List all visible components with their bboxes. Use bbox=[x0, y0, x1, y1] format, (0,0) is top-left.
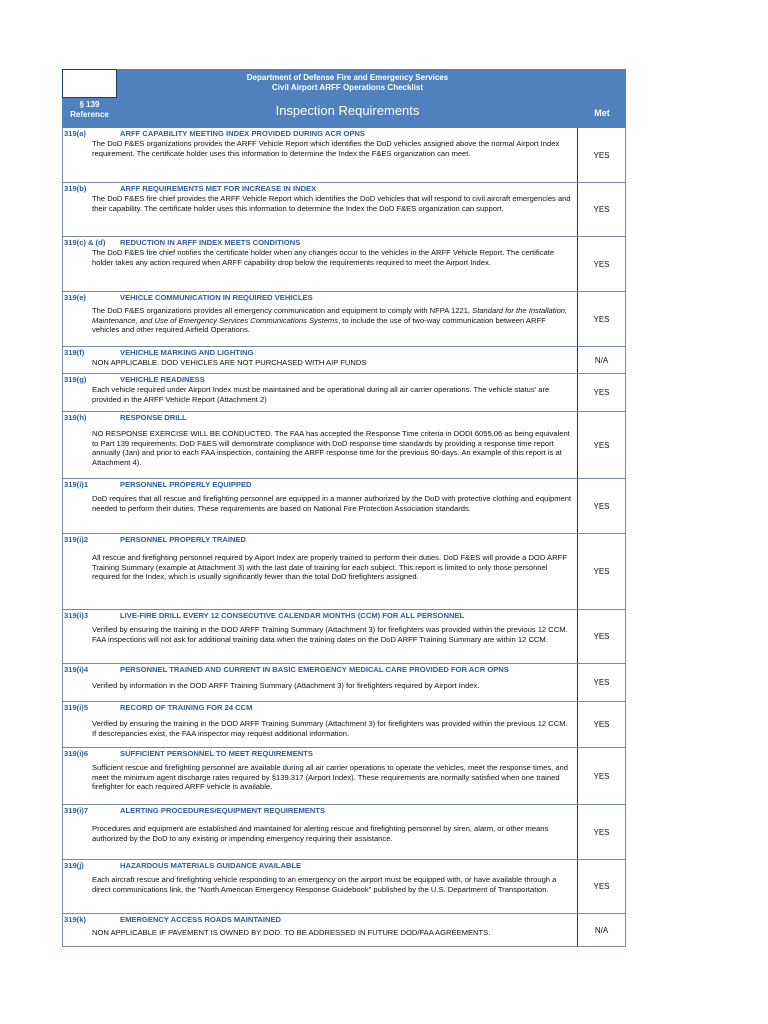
requirement-cell bbox=[63, 347, 577, 373]
table-row bbox=[62, 374, 626, 412]
row-description: Sufficient rescue and firefighting personnel are available during all air carrier operations to operate the vehicles, meet the response times, and meet the minimum agent discharge rates required by §139.317 (Airport Index). These requirements are normally satisfied when one trained firefighter for each required ARFF vehicle is available. bbox=[92, 763, 569, 792]
requirement-cell bbox=[63, 748, 577, 804]
requirement-cell bbox=[63, 374, 577, 411]
table-row bbox=[62, 610, 626, 664]
table-row bbox=[62, 183, 626, 237]
header-reference-column bbox=[62, 69, 117, 128]
met-status: YES bbox=[577, 183, 625, 236]
row-description: NON APPLICABLE IF PAVEMENT IS OWNED BY DOD. TO BE ADDRESSED IN FUTURE DOD/FAA AGREEMENTS. bbox=[92, 928, 491, 937]
row-reference: 319(i)6 bbox=[64, 749, 89, 758]
met-status: N/A bbox=[577, 347, 625, 373]
standard-title: Standard for the Installation, Maintenance, and Use of Emergency Services Communications Systems bbox=[92, 306, 568, 325]
met-header: Met bbox=[594, 107, 610, 118]
row-reference: 319(g) bbox=[64, 375, 87, 384]
reference-header-line1: § 139 bbox=[79, 100, 100, 109]
row-reference: 319(i)1 bbox=[64, 480, 89, 489]
row-description: NO RESPONSE EXERCISE WILL BE CONDUCTED. The FAA has accepted the Response Time criteria in DODI 6055.06 as being equivalent to Part 139 requirements. DoD F&ES will demonstrate compliance with DoD response time standards by providing a response time report annually (Jan) and prior to each FAA inspection, containing the ARFF response time for the previous 90-days. An example of this report is at Attachment 4). bbox=[92, 429, 570, 467]
header-title-column bbox=[117, 69, 578, 128]
met-status: YES bbox=[577, 479, 625, 533]
requirement-cell bbox=[63, 534, 577, 609]
row-title: SUFFICIENT PERSONNEL TO MEET REQUIREMENTS bbox=[120, 749, 313, 758]
row-title: RECORD OF TRAINING FOR 24 CCM bbox=[120, 703, 253, 712]
row-description: The DoD F&ES organizations provides the ARFF Vehicle Report which identifies the DoD vehicles assigned above the normal Airport Index requirement. The certificate holder uses this information to determine the Index the F&ES organization can meet. bbox=[92, 139, 560, 158]
table-row bbox=[62, 479, 626, 534]
row-reference: 319(h) bbox=[64, 413, 87, 422]
row-title: REDUCTION IN ARFF INDEX MEETS CONDITIONS bbox=[120, 238, 301, 247]
row-title: EMERGENCY ACCESS ROADS MAINTAINED bbox=[120, 915, 282, 924]
row-reference: 319(i)7 bbox=[64, 806, 89, 815]
row-description: Verified by information in the DOD ARFF Training Summary (Attachment 3) for firefighters required by Airport Index. bbox=[92, 681, 480, 690]
requirement-cell bbox=[63, 412, 577, 478]
row-reference: 319(j) bbox=[64, 861, 84, 870]
row-reference: 319(i)4 bbox=[64, 665, 89, 674]
table-row bbox=[62, 702, 626, 748]
row-title: ALERTING PROCEDURES/EQUIPMENT REQUIREMENTS bbox=[120, 806, 326, 815]
header-blank-box bbox=[62, 69, 117, 98]
row-title: RESPONSE DRILL bbox=[120, 413, 187, 422]
row-description: Each vehicle required under Airport Index must be maintained and be operational during all air carrier operations. The vehicle status' are provided in the ARFF Vehicle Report (Attachment 2) bbox=[92, 385, 550, 404]
section-title: Inspection Requirements bbox=[275, 103, 420, 118]
requirement-cell bbox=[63, 183, 577, 236]
met-status: YES bbox=[577, 610, 625, 663]
met-status: YES bbox=[577, 412, 625, 478]
table-row bbox=[62, 914, 626, 947]
row-description-start: The DoD F&ES organizations provides all emergency communication and equipment to comply with NFPA 1221, bbox=[92, 306, 473, 315]
row-reference: 319(f) bbox=[64, 348, 85, 357]
row-title: VEHICHLE MARKING AND LIGHTING bbox=[120, 348, 254, 357]
met-status: YES bbox=[577, 534, 625, 609]
row-description: NON APPLICABLE. DOD VEHICLES ARE NOT PURCHASED WITH AIP FUNDS bbox=[92, 358, 367, 367]
row-reference: 319(e) bbox=[64, 293, 86, 302]
requirement-cell bbox=[63, 702, 577, 747]
table-row bbox=[62, 805, 626, 860]
table-row bbox=[62, 237, 626, 292]
table-header bbox=[62, 69, 626, 128]
table-row bbox=[62, 128, 626, 183]
row-reference: 319(i)3 bbox=[64, 611, 89, 620]
table-row bbox=[62, 534, 626, 610]
row-description: The DoD F&ES fire chief notifies the certificate holder when any changes occur to the vehicles in the ARFF Vehicle Report. The certificate holder takes any action required when ARFF capability drop below the requirements required to meet the Airport Index. bbox=[92, 248, 555, 267]
row-reference: 319(c) & (d) bbox=[64, 238, 106, 247]
row-description: Procedures and equipment are established and maintained for alerting rescue and firefighting personnel by siren, alarm, or other means authorized by the DoD to any existing or impending emergency requiring their assistance. bbox=[92, 824, 549, 843]
row-reference: 319(b) bbox=[64, 184, 87, 193]
table-row bbox=[62, 347, 626, 374]
table-row bbox=[62, 412, 626, 479]
row-description: All rescue and firefighting personnel required by Aiport Index are properly trained to perform their duties. DoD F&ES will provide a DOD ARFF Training Summary (example at Attachment 3) with the last date of training for each subject. This report is limited to only those personnel required for the Index, which is usually significantly fewer than the total DoD firefighters assigned. bbox=[92, 553, 567, 582]
met-status: YES bbox=[577, 860, 625, 913]
met-status: YES bbox=[577, 128, 625, 182]
document-title-line2: Civil Airport ARFF Operations Checklist bbox=[272, 83, 423, 92]
requirement-cell bbox=[63, 860, 577, 913]
requirement-cell bbox=[63, 128, 577, 182]
row-title: PERSONNEL PROPERLY TRAINED bbox=[120, 535, 247, 544]
row-title: ARFF CAPABILITY MEETING INDEX PROVIDED DURING ACR OPNS bbox=[120, 129, 365, 138]
requirement-cell bbox=[63, 237, 577, 291]
requirement-cell bbox=[63, 610, 577, 663]
requirement-cell bbox=[63, 914, 577, 946]
requirement-cell bbox=[63, 805, 577, 859]
row-description bbox=[64, 303, 573, 335]
row-title: PERSONNEL PROPERLY EQUIPPED bbox=[120, 480, 252, 489]
checklist-table bbox=[62, 69, 626, 947]
document-title-line1: Department of Defense Fire and Emergency Services bbox=[246, 73, 449, 82]
met-status: YES bbox=[577, 374, 625, 411]
row-reference: 319(a) bbox=[64, 129, 86, 138]
requirement-cell bbox=[63, 479, 577, 533]
row-title: HAZARDOUS MATERIALS GUIDANCE AVAILABLE bbox=[120, 861, 302, 870]
reference-header-line2: Reference bbox=[70, 110, 109, 119]
met-status: YES bbox=[577, 237, 625, 291]
table-row bbox=[62, 292, 626, 347]
row-title: LIVE-FIRE DRILL EVERY 12 CONSECUTIVE CALENDAR MONTHS (CCM) FOR ALL PERSONNEL bbox=[120, 611, 465, 620]
row-description: Verified by ensuring the training in the DOD ARFF Training Summary (Attachment 3) for firefighters was provided within the previous 12 CCM. If descrepancies exist, the FAA inspector may request additional information. bbox=[92, 719, 568, 738]
row-reference: 319(i)5 bbox=[64, 703, 89, 712]
requirement-cell bbox=[63, 292, 577, 346]
row-title: ARFF REQUIREMENTS MET FOR INCREASE IN INDEX bbox=[120, 184, 317, 193]
requirement-cell bbox=[63, 664, 577, 701]
row-reference: 319(k) bbox=[64, 915, 86, 924]
table-row bbox=[62, 860, 626, 914]
row-description: Each aircraft rescue and firefighting vehicle responding to an emergency on the airport must be equipped with, or have available through a direct communications link, the "North American Emergency Response Guidebook" published by the U.S. Department of Transportation. bbox=[92, 875, 557, 894]
row-description: Verified by ensuring the training in the DOD ARFF Training Summary (Attachment 3) for firefighters was provided within the previous 12 CCM. FAA inspections will not ask for additional training data when the training dates on the DoD ARFF Training Summary are within 12 CCM. bbox=[92, 625, 568, 644]
row-title: PERSONNEL TRAINED AND CURRENT IN BASIC EMERGENCY MEDICAL CARE PROVIDED FOR ACR OPNS bbox=[120, 665, 509, 674]
row-description: DoD requires that all rescue and firefighting personnel are equipped in a manner authorized by the DoD with protective clothing and equipment needed to perform their duties. These requirements are based on National Fire Protection Association standards. bbox=[92, 494, 572, 513]
row-title: VEHICLE COMMUNICATION IN REQUIRED VEHICLES bbox=[120, 293, 313, 302]
met-status: YES bbox=[577, 805, 625, 859]
met-status: YES bbox=[577, 664, 625, 701]
table-row bbox=[62, 748, 626, 805]
met-status: YES bbox=[577, 748, 625, 804]
row-reference: 319(i)2 bbox=[64, 535, 89, 544]
document-title bbox=[117, 69, 578, 98]
table-row bbox=[62, 664, 626, 702]
met-status: YES bbox=[577, 292, 625, 346]
met-status: N/A bbox=[577, 914, 625, 946]
reference-header bbox=[62, 98, 117, 128]
row-description: The DoD F&ES fire chief provides the ARFF Vehicle Report which identifies the DoD vehicles that will respond to civil aircraft emergencies and their capability. The certificate holder uses this information to determine the Index the DoD F&ES organization can support. bbox=[92, 194, 571, 213]
row-title: VEHICHLE READINESS bbox=[120, 375, 205, 384]
row-description-end: , to include the use of two-way communication between ARFF vehicles and other required Airfield Operations. bbox=[92, 315, 546, 335]
met-status: YES bbox=[577, 702, 625, 747]
